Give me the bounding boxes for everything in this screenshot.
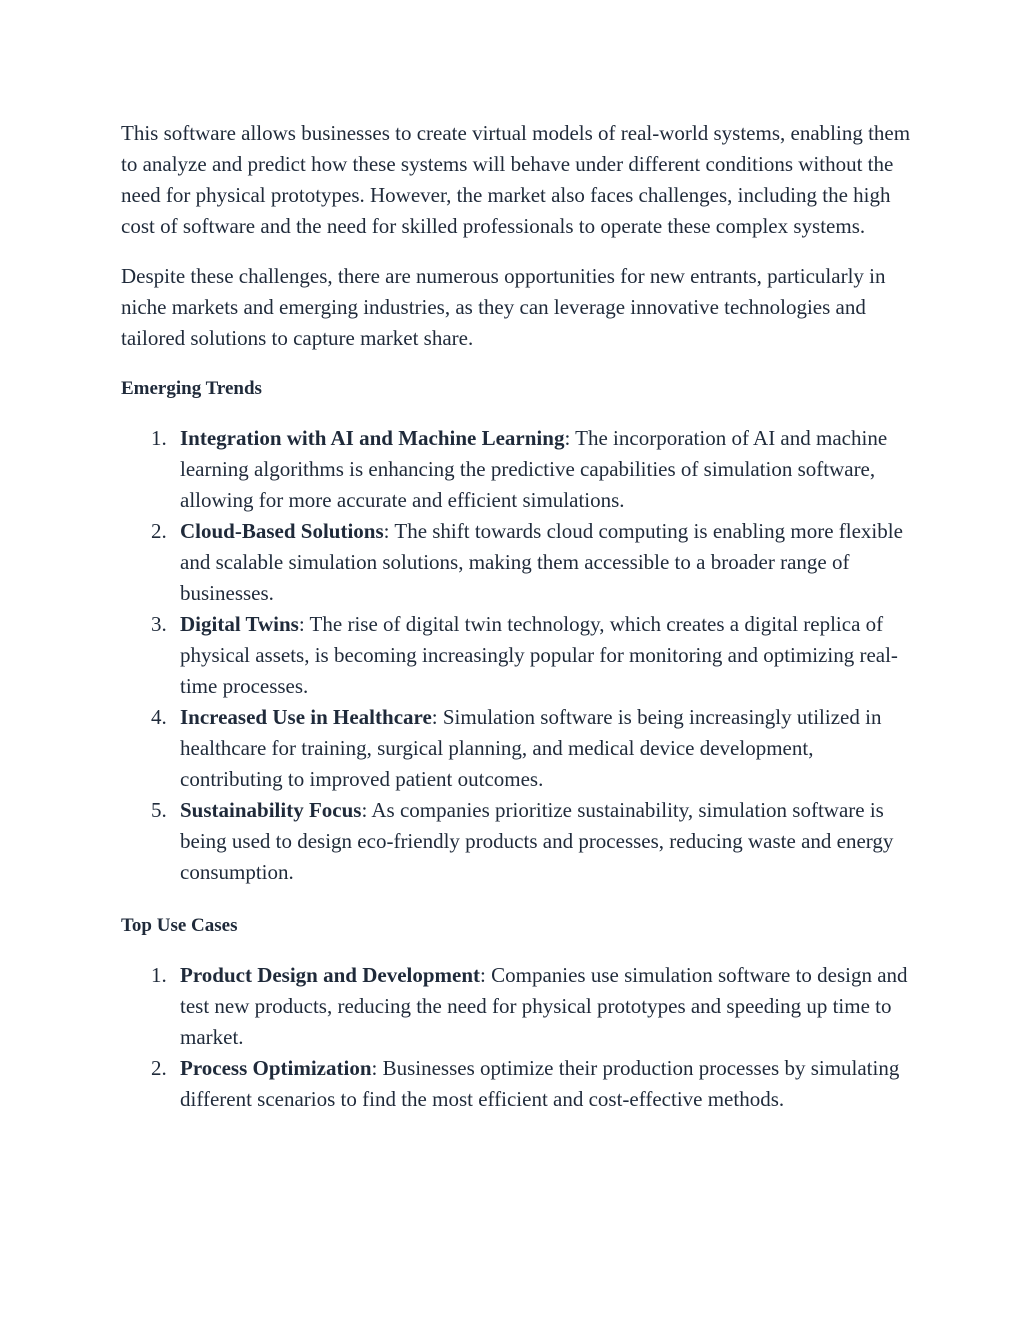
list-item (121, 516, 911, 609)
list-number: 5. (151, 798, 167, 822)
emerging-trends-list (121, 423, 911, 888)
list-number: 3. (151, 612, 167, 636)
list-item (121, 423, 911, 516)
emerging-trends-heading: Emerging Trends (121, 378, 262, 399)
list-number: 2. (151, 1056, 167, 1080)
list-number: 1. (151, 963, 167, 987)
list-item (121, 795, 911, 888)
list-term: Product Design and Development (180, 963, 481, 987)
intro-paragraph: This software allows businesses to create virtual models of real-world systems, enabling them to analyze and predict how these systems will behave under different conditions without the need for physical prototypes. However, the market also faces challenges, including the high cost of software and the need for skilled professionals to operate these complex systems. (121, 121, 911, 238)
list-item (121, 960, 911, 1053)
top-use-cases-list (121, 960, 911, 1115)
list-text: : Businesses optimize their production processes by simulating different scenarios to find the most efficient and cost-effective methods. (180, 1056, 900, 1111)
list-term: Process Optimization (180, 1056, 372, 1080)
list-item (121, 609, 911, 702)
list-text: : The rise of digital twin technology, which creates a digital replica of physical assets, is becoming increasingly popular for monitoring and optimizing real-time processes. (180, 612, 898, 698)
opportunities-paragraph: Despite these challenges, there are numerous opportunities for new entrants, particularly in niche markets and emerging industries, as they can leverage innovative technologies and tailored solutions to capture market share. (121, 264, 886, 350)
list-text: : The incorporation of AI and machine learning algorithms is enhancing the predictive capabilities of simulation software, allowing for more accurate and efficient simulations. (180, 426, 888, 512)
list-item (121, 1053, 911, 1115)
list-number: 4. (151, 705, 167, 729)
list-term: Digital Twins (180, 612, 299, 636)
list-text: : The shift towards cloud computing is enabling more flexible and scalable simulation solutions, making them accessible to a broader range of businesses. (180, 519, 903, 605)
list-text: : As companies prioritize sustainability, simulation software is being used to design eco-friendly products and processes, reducing waste and energy consumption. (180, 798, 894, 884)
list-text: : Simulation software is being increasingly utilized in healthcare for training, surgical planning, and medical device development, contributing to improved patient outcomes. (180, 705, 882, 791)
list-term: Integration with AI and Machine Learning (180, 426, 565, 450)
top-use-cases-heading: Top Use Cases (121, 915, 238, 936)
list-number: 2. (151, 519, 167, 543)
document-page (121, 118, 911, 1137)
list-term: Sustainability Focus (180, 798, 362, 822)
list-item (121, 702, 911, 795)
list-number: 1. (151, 426, 167, 450)
list-term: Cloud-Based Solutions (180, 519, 384, 543)
list-text: : Companies use simulation software to design and test new products, reducing the need for physical prototypes and speeding up time to market. (180, 963, 908, 1049)
list-term: Increased Use in Healthcare (180, 705, 432, 729)
